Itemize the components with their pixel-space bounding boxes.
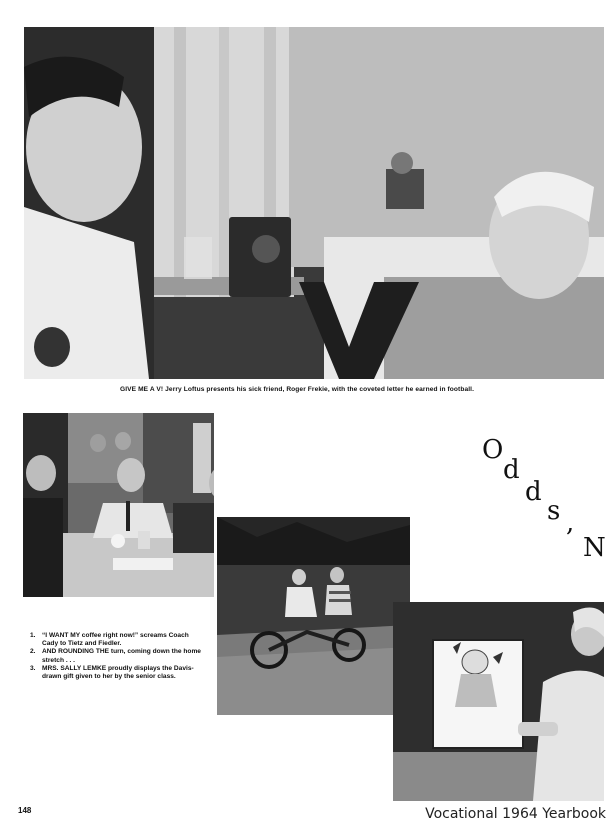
caption-body: Jerry Loftus presents his sick friend, Roger Frekie, with the coveted letter he earned in football.	[165, 386, 475, 393]
caption-item	[30, 648, 202, 664]
coffee-photo	[23, 413, 214, 597]
caption-lead: GIVE ME A V!	[120, 386, 164, 393]
top-photo-caption	[120, 386, 560, 393]
footer-label: Vocational 1964 Yearbook	[425, 806, 606, 822]
title-letter: O	[482, 435, 504, 465]
title-letter: d	[503, 455, 520, 485]
title-letter: N	[583, 533, 606, 563]
caption-number: 2.	[30, 648, 36, 656]
caption-text: “I WANT MY coffee right now!” screams Coach Cady to Tietz and Fiedler.	[42, 632, 189, 648]
caption-item	[30, 632, 202, 648]
title-letter: s	[547, 496, 561, 526]
caption-number: 3.	[30, 664, 36, 672]
caption-text: AND ROUNDING THE turn, coming down the home stretch . . .	[42, 648, 201, 664]
caption-item	[30, 665, 202, 681]
photo-captions	[30, 632, 202, 681]
title-letter: d	[525, 477, 542, 507]
page-number: 148	[18, 806, 32, 815]
caption-number: 1.	[30, 632, 36, 639]
top-photo	[24, 27, 604, 379]
title-letter: ,	[566, 508, 575, 538]
caption-text: MRS. SALLY LEMKE proudly displays the Davis-drawn gift given to her by the senior class.	[42, 664, 194, 681]
bicycle-photo	[217, 517, 410, 715]
gift-photo	[393, 602, 604, 801]
